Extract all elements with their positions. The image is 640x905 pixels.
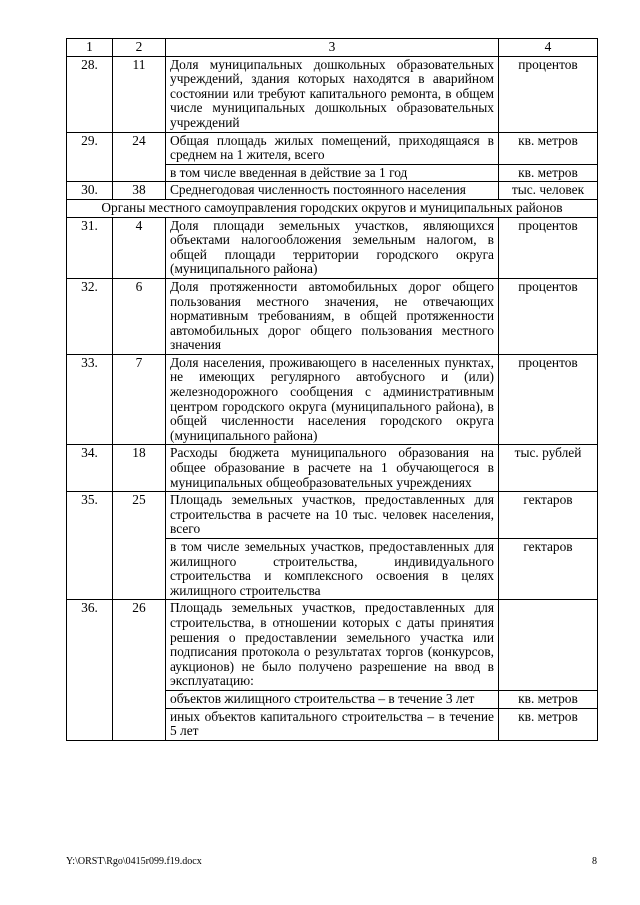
indicator-text: Расходы бюджета муниципального образования на общее образование в расчете на 1 обучающегося в муниципальных общеобразовательных учреждениях: [166, 445, 499, 492]
unit-cell: кв. метров: [499, 132, 598, 164]
table-row: [67, 132, 598, 164]
row-number: 34.: [67, 445, 113, 492]
indicators-table: [66, 38, 598, 741]
unit-cell: кв. метров: [499, 708, 598, 740]
indicator-text: Доля протяженности автомобильных дорог общего пользования местного значения, не отвечающих нормативным требованиям, в общей протяженности автомобильных дорог общего пользования местного значения: [166, 278, 499, 354]
table-row: [67, 600, 598, 691]
row-number: 36.: [67, 600, 113, 740]
indicator-code: 26: [113, 600, 166, 740]
row-number: 28.: [67, 56, 113, 132]
footer-file-path: Y:\ORST\Rgo\0415r099.f19.docx: [66, 856, 202, 867]
indicator-code: 7: [113, 354, 166, 445]
unit-cell: тыс. рублей: [499, 445, 598, 492]
unit-cell: кв. метров: [499, 690, 598, 708]
unit-cell: гектаров: [499, 539, 598, 600]
unit-cell: гектаров: [499, 492, 598, 539]
table-header-row: [67, 39, 598, 57]
unit-cell: процентов: [499, 217, 598, 278]
indicator-text: Доля площади земельных участков, являющихся объектами налогообложения земельным налогом, в общей площади территории городского округа (муниципального района): [166, 217, 499, 278]
table-row: [67, 217, 598, 278]
indicator-text: иных объектов капитального строительства – в течение 5 лет: [166, 708, 499, 740]
header-cell: 4: [499, 39, 598, 57]
header-cell: 2: [113, 39, 166, 57]
indicator-code: 11: [113, 56, 166, 132]
row-number: 35.: [67, 492, 113, 600]
indicator-text: Общая площадь жилых помещений, приходящаяся в среднем на 1 жителя, всего: [166, 132, 499, 164]
row-number: 32.: [67, 278, 113, 354]
table-row: [67, 278, 598, 354]
indicator-code: 4: [113, 217, 166, 278]
unit-cell: тыс. человек: [499, 182, 598, 200]
unit-cell: процентов: [499, 56, 598, 132]
row-number: 29.: [67, 132, 113, 182]
indicator-text: в том числе земельных участков, предоставленных для жилищного строительства, индивидуального строительства и комплексного освоения в целях жилищного строительства: [166, 539, 499, 600]
table-row: [67, 354, 598, 445]
indicator-code: 38: [113, 182, 166, 200]
table-row: [67, 56, 598, 132]
indicator-text: объектов жилищного строительства – в течение 3 лет: [166, 690, 499, 708]
table-row: [67, 492, 598, 539]
indicator-code: 18: [113, 445, 166, 492]
indicator-text: в том числе введенная в действие за 1 год: [166, 164, 499, 182]
unit-cell: процентов: [499, 354, 598, 445]
unit-cell: [499, 600, 598, 691]
row-number: 30.: [67, 182, 113, 200]
indicator-text: Доля муниципальных дошкольных образовательных учреждений, здания которых находятся в аварийном состоянии или требуют капитального ремонта, в общем числе муниципальных дошкольных образовательных учреждений: [166, 56, 499, 132]
row-number: 31.: [67, 217, 113, 278]
section-title: Органы местного самоуправления городских округов и муниципальных районов: [67, 199, 598, 217]
header-cell: 1: [67, 39, 113, 57]
unit-cell: процентов: [499, 278, 598, 354]
table-row: [67, 445, 598, 492]
indicator-code: 25: [113, 492, 166, 600]
unit-cell: кв. метров: [499, 164, 598, 182]
table-row: [67, 182, 598, 200]
indicator-text: Доля населения, проживающего в населенных пунктах, не имеющих регулярного автобусного и (или) железнодорожного сообщения с административным центром городского округа (муниципального района), в общей численности населения городского округа (муниципального района): [166, 354, 499, 445]
indicator-text: Среднегодовая численность постоянного населения: [166, 182, 499, 200]
row-number: 33.: [67, 354, 113, 445]
indicator-code: 6: [113, 278, 166, 354]
section-header-row: [67, 199, 598, 217]
indicator-code: 24: [113, 132, 166, 182]
indicator-text: Площадь земельных участков, предоставленных для строительства, в отношении которых с даты принятия решения о предоставлении земельного участка или подписания протокола о результатах торгов (конкурсов, аукционов) не было получено разрешение на ввод в эксплуатацию:: [166, 600, 499, 691]
indicator-text: Площадь земельных участков, предоставленных для строительства в расчете на 10 тыс. человек населения, всего: [166, 492, 499, 539]
page-number: 8: [592, 856, 597, 867]
header-cell: 3: [166, 39, 499, 57]
